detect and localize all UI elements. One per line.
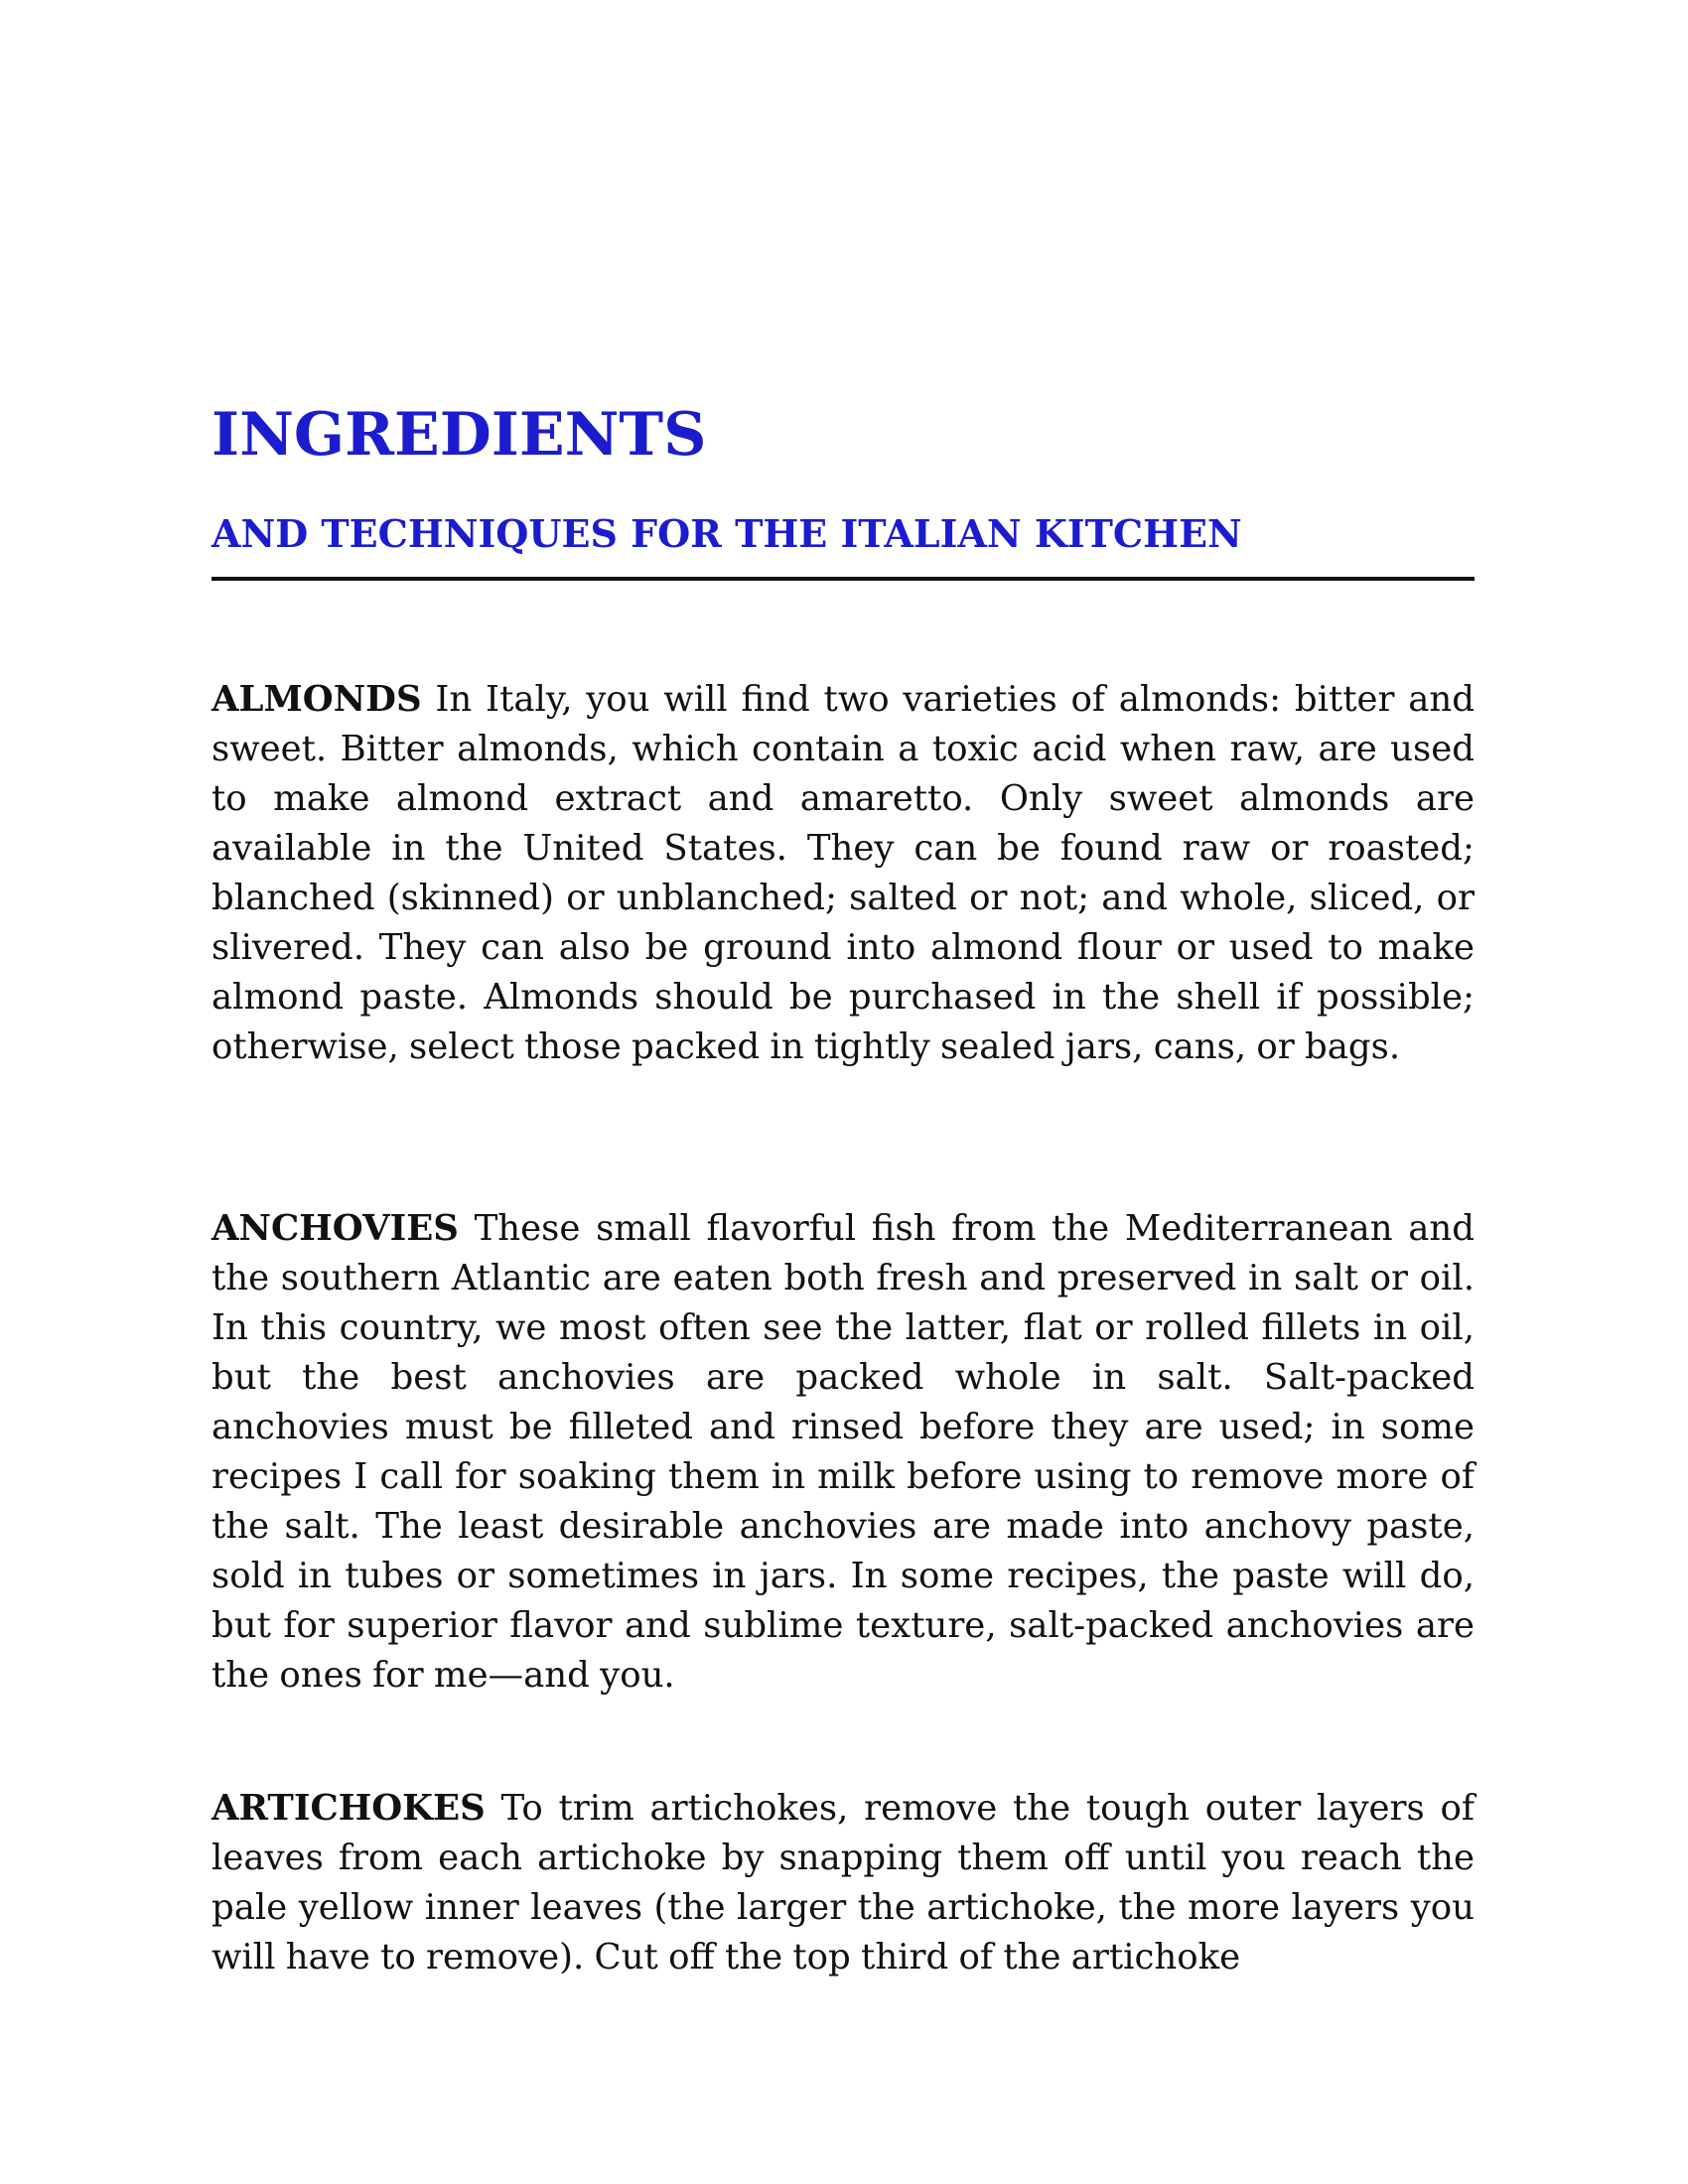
chapter-subtitle: AND TECHNIQUES FOR THE ITALIAN KITCHEN — [211, 511, 1242, 556]
entry-term: ARTICHOKES — [211, 1788, 486, 1829]
entry-text: In Italy, you will find two varieties of almonds: bitter and sweet. Bitter almonds, which contain a toxic acid when raw, are used to make almond extract and amaretto. Only sweet almonds are available in the United States. They can be found raw or roasted; blanched (skinned) or unblanched; salted or not; and whole, sliced, or slivered. They can also be ground into almond flour or used to make almond paste. Almonds should be purchased in the shell if possible; otherwise, select those packed in tightly sealed jars, cans, or bags. — [211, 679, 1475, 1067]
entry-artichokes — [211, 1784, 1475, 1982]
chapter-title: INGREDIENTS — [211, 400, 707, 470]
entry-term: ANCHOVIES — [211, 1208, 459, 1249]
entry-anchovies — [211, 1204, 1475, 1701]
entry-almonds — [211, 675, 1475, 1072]
entry-text: These small flavorful fish from the Mediterranean and the southern Atlantic are eaten both fresh and preserved in salt or oil. In this country, we most often see the latter, flat or rolled fillets in oil, but the best anchovies are packed whole in salt. Salt-packed anchovies must be filleted and rinsed before they are used; in some recipes I call for soaking them in milk before using to remove more of the salt. The least desirable anchovies are made into anchovy paste, sold in tubes or sometimes in jars. In some recipes, the paste will do, but for superior flavor and sublime texture, salt-packed anchovies are the ones for me—and you. — [211, 1208, 1475, 1696]
title-divider — [211, 577, 1475, 581]
entry-text: To trim artichokes, remove the tough outer layers of leaves from each artichoke by snapping them off until you reach the pale yellow inner leaves (the larger the artichoke, the more layers you will have to remove). Cut off the top third of the artichoke — [211, 1788, 1475, 1978]
entry-term: ALMONDS — [211, 679, 422, 720]
document-page — [211, 0, 1475, 2184]
